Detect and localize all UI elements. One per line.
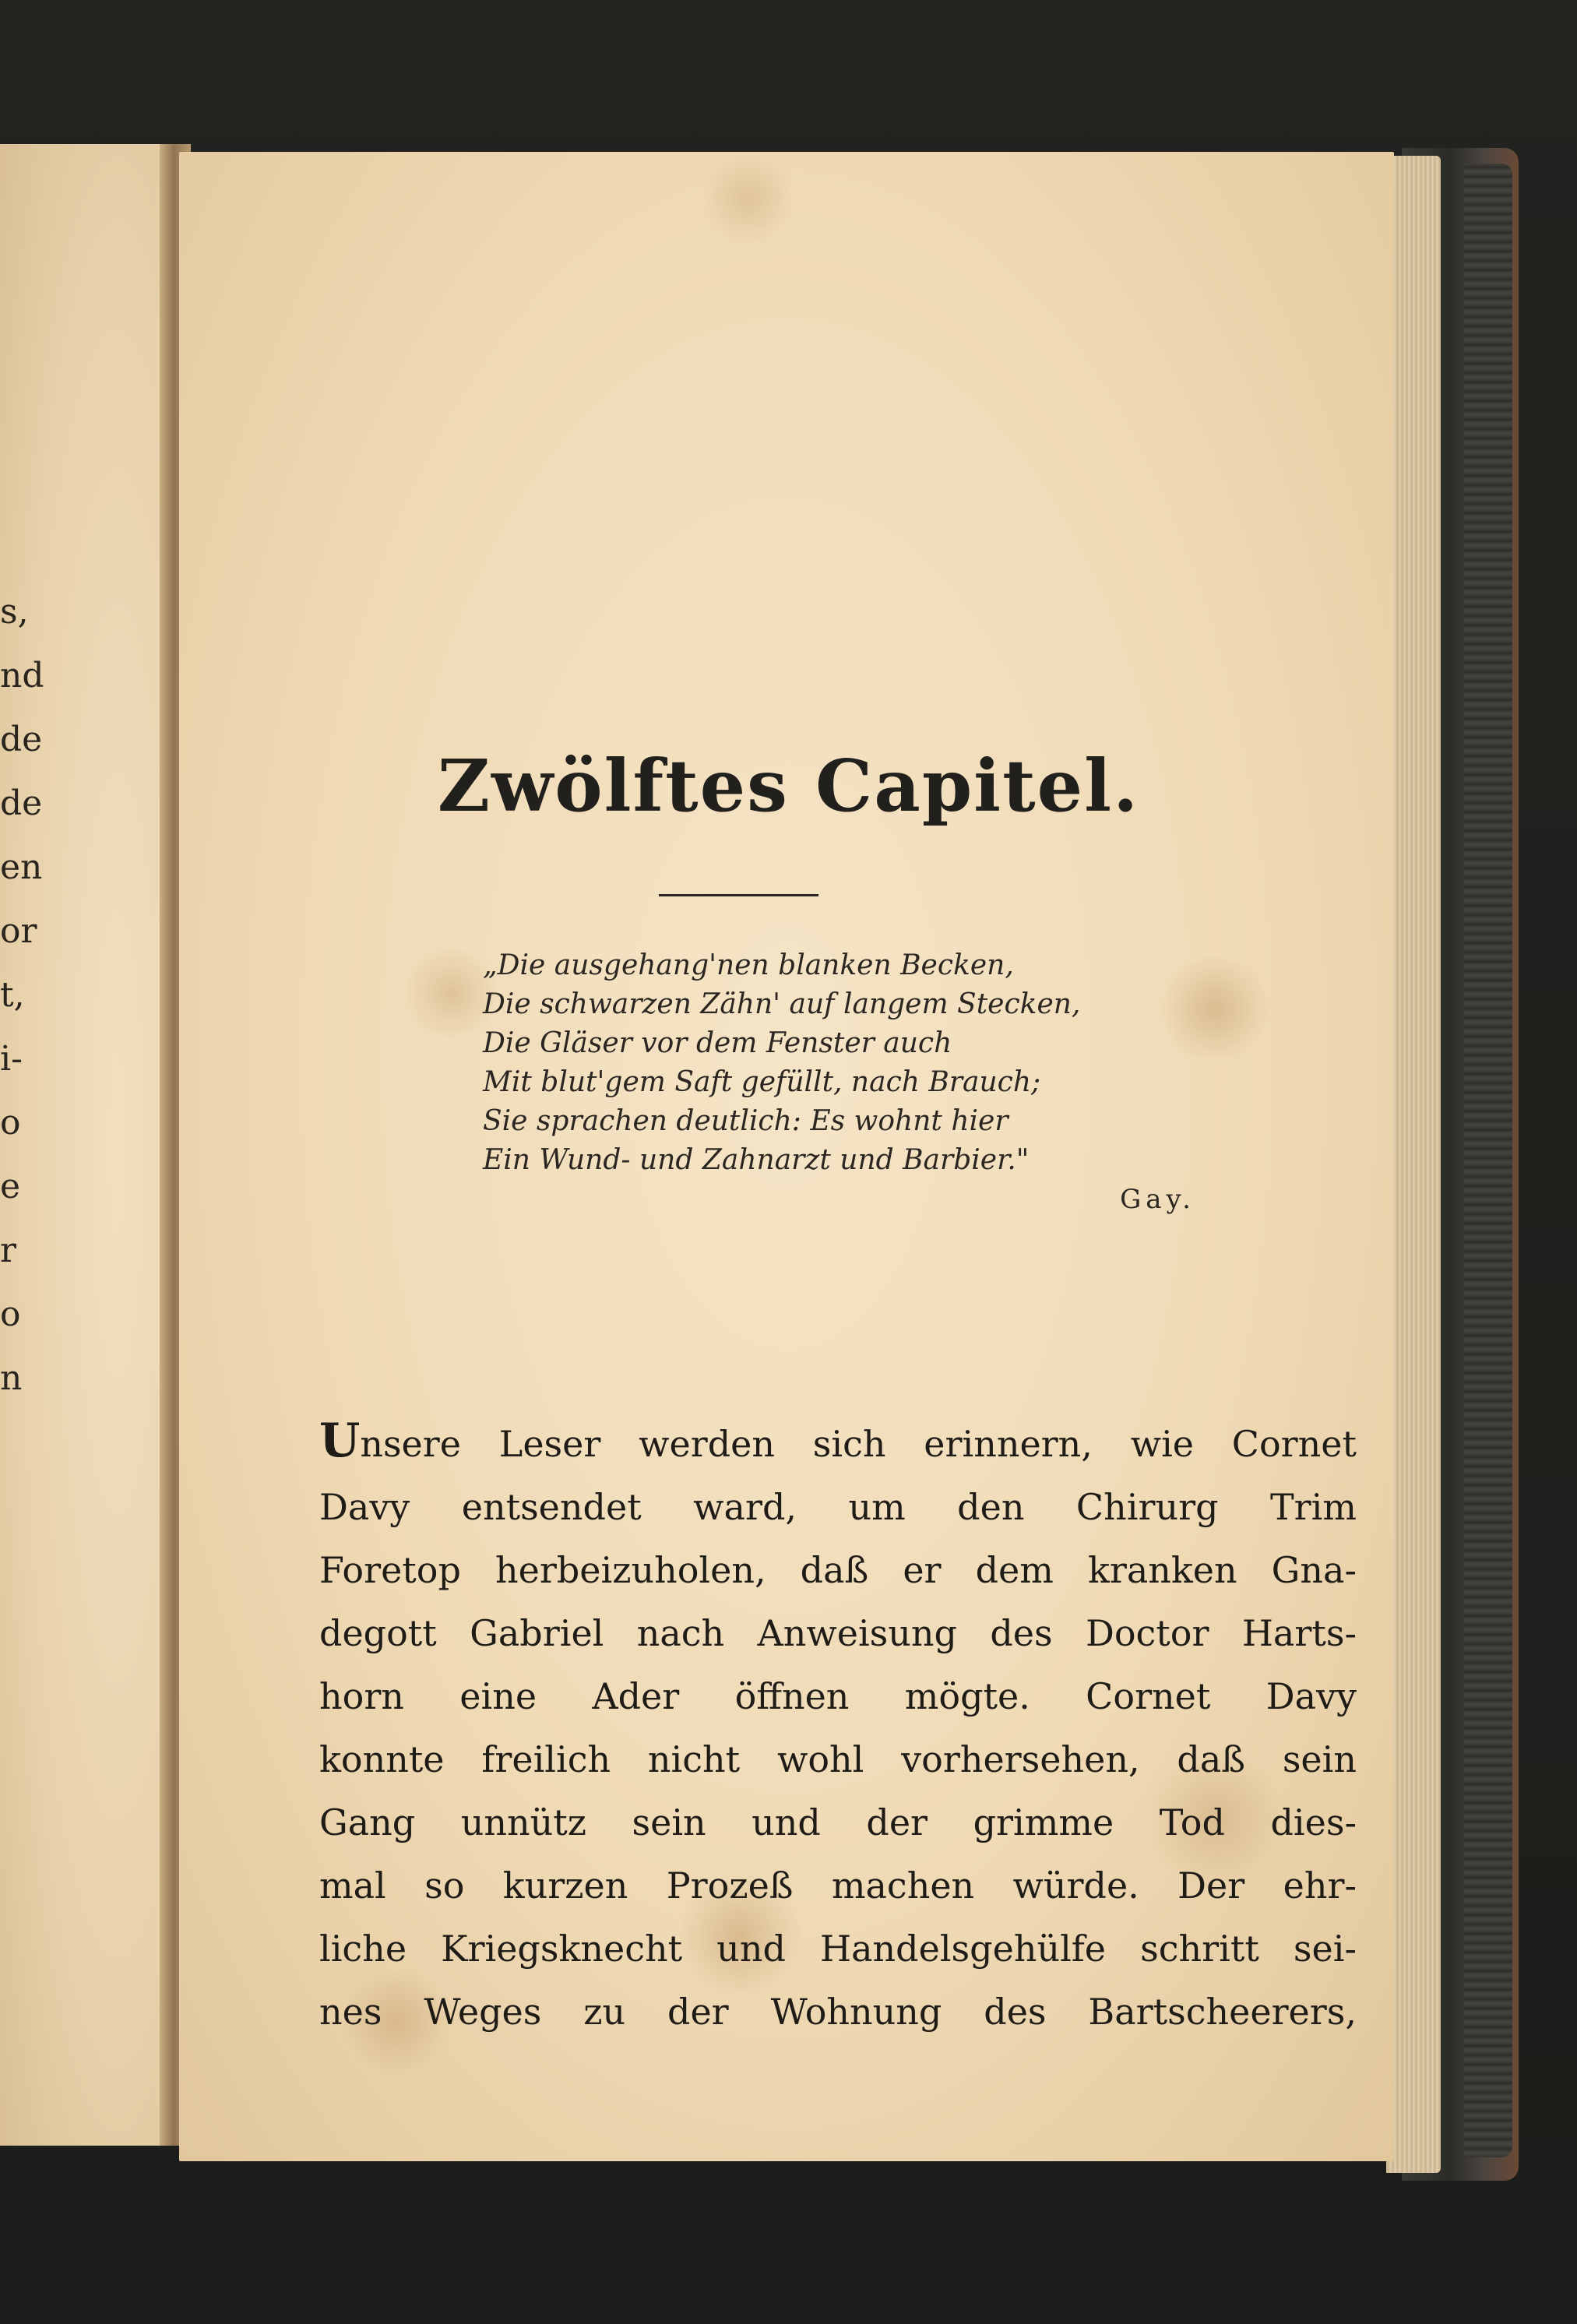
left-line: t, — [0, 975, 25, 1015]
epigraph-author: Gay. — [1120, 1184, 1195, 1215]
cover-marbled-edge — [1464, 164, 1512, 2157]
body-line: mal so kurzen Prozeß machen würde. Der ehr- — [319, 1864, 1357, 1907]
body-line: Davy entsendet ward, um den Chirurg Trim — [319, 1486, 1357, 1528]
left-line: en — [0, 847, 43, 887]
body-line: konnte freilich nicht wohl vorhersehen, daß sein — [319, 1738, 1357, 1780]
body-line: Foretop herbeizuholen, daß er dem kranken Gna- — [319, 1549, 1357, 1591]
body-line: Unsere Leser werden sich erinnern, wie Cornet — [319, 1414, 1357, 1468]
body-text — [319, 1410, 1357, 2044]
body-line: nes Weges zu der Wohnung des Bartscheerers, — [319, 1991, 1357, 2033]
epigraph-line: Sie sprachen deutlich: Es wohnt hier — [483, 1105, 1009, 1137]
body-line: Gang unnütz sein und der grimme Tod dies- — [319, 1801, 1357, 1843]
epigraph-line: Mit blut'gem Saft gefüllt, nach Brauch; — [483, 1066, 1041, 1098]
epigraph-line: Die schwarzen Zähn' auf langem Stecken, — [483, 988, 1081, 1020]
chapter-title: Zwölftes Capitel. — [437, 744, 1140, 828]
epigraph-line: „Die ausgehang'nen blanken Becken, — [483, 949, 1014, 981]
left-page-text-fragments — [0, 580, 44, 1410]
left-line: nd — [0, 656, 44, 695]
left-line: n — [0, 1358, 23, 1398]
left-line: o — [0, 1294, 21, 1334]
left-line: de — [0, 783, 43, 823]
left-line: i- — [0, 1039, 23, 1079]
left-line: e — [0, 1167, 21, 1206]
body-line: liche Kriegsknecht und Handelsgehülfe schritt sei- — [319, 1928, 1357, 1970]
right-page — [179, 152, 1394, 2161]
epigraph-line: Ein Wund- und Zahnarzt und Barbier." — [483, 1144, 1030, 1176]
epigraph — [483, 946, 1262, 1219]
left-line: o — [0, 1103, 21, 1143]
left-page — [0, 144, 167, 2146]
left-line: or — [0, 911, 37, 951]
left-line: de — [0, 720, 43, 759]
body-line: horn eine Ader öffnen mögte. Cornet Davy — [319, 1675, 1357, 1717]
left-line: s, — [0, 592, 29, 632]
title-rule — [659, 894, 818, 896]
epigraph-line: Die Gläser vor dem Fenster auch — [483, 1027, 952, 1059]
body-line: degott Gabriel nach Anweisung des Doctor Harts- — [319, 1612, 1357, 1654]
left-line: r — [0, 1231, 17, 1270]
page-block-edges — [1386, 156, 1441, 2173]
